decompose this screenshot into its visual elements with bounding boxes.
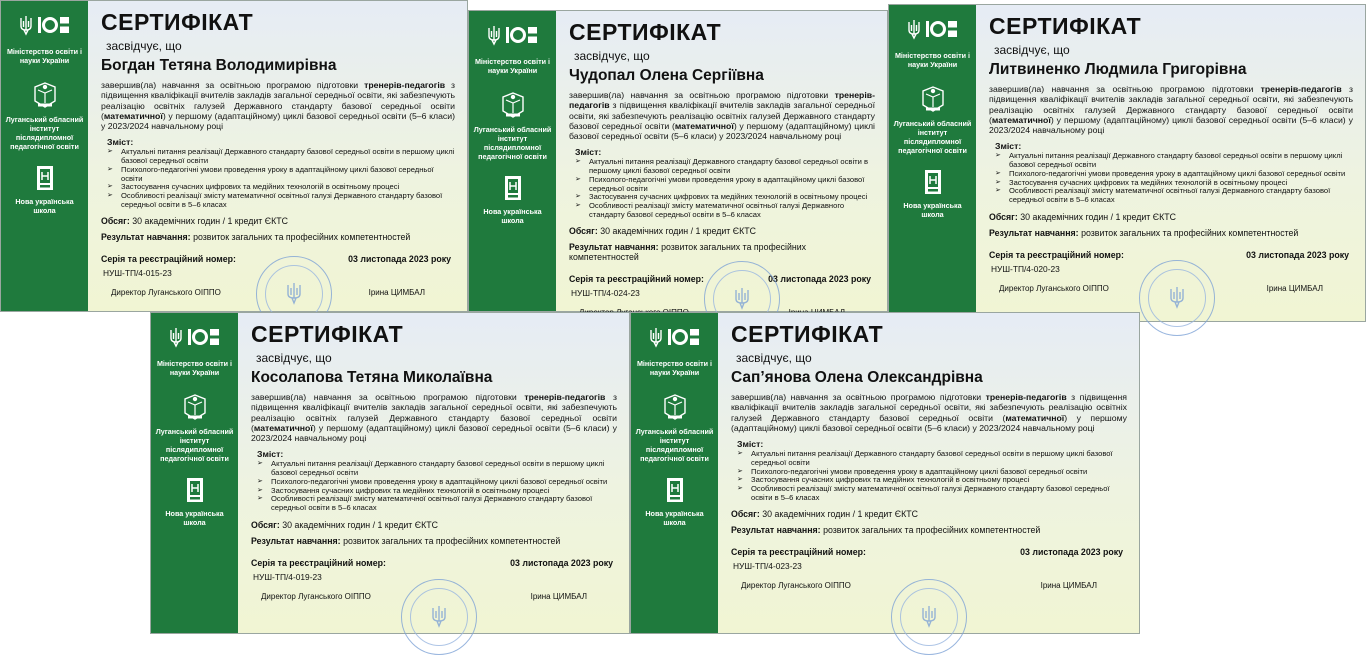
mon-logo-icon xyxy=(667,327,701,347)
registration-number: НУШ-ТП/4-015-23 xyxy=(103,268,172,279)
institute-book-icon xyxy=(500,91,526,119)
series-label: Серія та реєстраційний номер: xyxy=(989,249,1124,260)
topic-item: ➢ Психолого-педагогічні умови проведення уроку в адаптаційному циклі базової середньої освіти xyxy=(589,176,875,193)
recipient-name: Сап’янова Олена Олександрівна xyxy=(731,369,983,386)
trident-icon xyxy=(649,327,663,347)
trident-icon xyxy=(169,327,183,347)
director-title: Директор Луганського ОІППО xyxy=(999,283,1109,293)
mon-logo-icon xyxy=(925,19,959,39)
topic-item: ➢ Особливості реалізації змісту математичної освітньої галузі Державного стандарту базової середньої освіти в 5–6 класах xyxy=(271,495,617,512)
topic-item: ➢ Застосування сучасних цифрових та медійних технологій в освітньому процесі xyxy=(589,193,875,202)
seal-trident-icon xyxy=(734,287,750,309)
topic-item: ➢ Актуальні питання реалізації Державного стандарту базової середньої освіти в першому циклі базової середньої освіти xyxy=(589,158,875,175)
certificate-1 xyxy=(0,0,468,312)
official-seal xyxy=(891,579,967,655)
topics-list xyxy=(989,152,1353,204)
sidebar-nus-text: Нова українська школа xyxy=(483,207,542,225)
sidebar-nus-text: Нова українська школа xyxy=(903,201,962,219)
certificate-sidebar xyxy=(469,11,556,311)
certificate-sidebar xyxy=(889,5,976,321)
topics-list xyxy=(731,450,1127,502)
mon-logo-icon xyxy=(37,15,71,35)
sidebar-institute-text: Луганський обласний інститут післядипломної педагогічної освіти xyxy=(5,115,84,151)
volume-line: Обсяг: 30 академічних годин / 1 кредит ЄКТС xyxy=(731,509,918,520)
trident-icon xyxy=(907,19,921,39)
topic-item: ➢ Застосування сучасних цифрових та медійних технологій в освітньому процесі xyxy=(121,183,455,192)
content-heading: Зміст: xyxy=(575,147,602,158)
certificate-title: СЕРТИФІКАТ xyxy=(569,19,722,45)
topic-item: ➢ Психолого-педагогічні умови проведення уроку в адаптаційному циклі базової середньої освіти xyxy=(271,478,617,487)
seal-trident-icon xyxy=(286,282,302,304)
ministry-logo-row xyxy=(889,19,976,39)
sidebar-institute-text: Луганський обласний інститут післядипломної педагогічної освіти xyxy=(155,427,234,463)
director-title: Директор Луганського ОІППО xyxy=(111,288,221,298)
official-seal xyxy=(1139,260,1215,336)
certifies-text: засвідчує, що xyxy=(106,39,182,53)
topic-item: ➢ Актуальні питання реалізації Державного стандарту базової середньої освіти в першому циклі базової середньої освіти xyxy=(271,460,617,477)
signatory-name: Ірина ЦИМБАЛ xyxy=(1266,283,1323,293)
registration-number: НУШ-ТП/4-023-23 xyxy=(733,561,802,572)
registration-number: НУШ-ТП/4-020-23 xyxy=(991,263,1060,274)
recipient-name: Литвиненко Людмила Григорівна xyxy=(989,61,1247,78)
certificate-body xyxy=(731,313,1127,633)
nus-logo-icon xyxy=(504,175,522,201)
certificate-title: СЕРТИФІКАТ xyxy=(989,13,1142,39)
certificate-2 xyxy=(468,10,888,312)
sidebar-institute-text: Луганський обласний інститут післядипломної педагогічної освіти xyxy=(473,125,552,161)
program-description: завершив(ла) навчання за освітньою програмою підготовки тренерів-педагогів з підвищення кваліфікації вчителів закладів загальної середньої освіти, які забезпечують реалізацію освітніх галузей Державного стандарту базової середньої освіти (математичної) у першому (адаптаційному) циклі базової середньої освіти (5–6 класи) у 2023/2024 навчальному році xyxy=(731,392,1127,433)
topic-item: ➢ Психолого-педагогічні умови проведення уроку в адаптаційному циклі базової середньої освіти xyxy=(751,468,1127,477)
certificate-4 xyxy=(150,312,630,634)
recipient-name: Чудопал Олена Сергіївна xyxy=(569,67,764,84)
nus-logo-icon xyxy=(666,477,684,503)
nus-logo-icon xyxy=(36,165,54,191)
result-line: Результат навчання: розвиток загальних та професійних компетентностей xyxy=(569,242,807,263)
institute-book-icon xyxy=(32,81,58,109)
result-line: Результат навчання: розвиток загальних та професійних компетентностей xyxy=(251,535,561,546)
ministry-logo-row xyxy=(151,327,238,347)
result-line: Результат навчання: розвиток загальних та професійних компетентностей xyxy=(101,232,411,243)
topic-item: ➢ Актуальні питання реалізації Державного стандарту базової середньої освіти в першому циклі базової середньої освіти xyxy=(1009,152,1353,169)
sidebar-ministry-text: Міністерство освіти і науки України xyxy=(894,51,971,69)
certifies-text: засвідчує, що xyxy=(994,43,1070,57)
series-date-row xyxy=(731,547,1127,557)
ministry-logo-row xyxy=(631,327,718,347)
certificate-sidebar xyxy=(1,1,88,311)
institute-book-icon xyxy=(182,393,208,421)
topic-item: ➢ Застосування сучасних цифрових та медійних технологій в освітньому процесі xyxy=(271,487,617,496)
sidebar-nus-text: Нова українська школа xyxy=(15,197,74,215)
signatory-name: Ірина ЦИМБАЛ xyxy=(530,591,587,601)
director-title: Директор Луганського ОІППО xyxy=(741,581,851,591)
issue-date: 03 листопада 2023 року xyxy=(1246,249,1349,260)
recipient-name: Богдан Тетяна Володимирівна xyxy=(101,57,337,74)
director-title: Директор Луганського ОІППО xyxy=(261,591,371,601)
topic-item: ➢ Застосування сучасних цифрових та медійних технологій в освітньому процесі xyxy=(1009,179,1353,188)
program-description: завершив(ла) навчання за освітньою програмою підготовки тренерів-педагогів з підвищення кваліфікації вчителів закладів загальної середньої освіти, які забезпечують реалізацію освітніх галузей Державного стандарту базової середньої освіти (математичної) у першому (адаптаційному) циклі базової середньої освіти (5–6 класи) у 2023/2024 навчальному році xyxy=(251,392,617,444)
result-line: Результат навчання: розвиток загальних та професійних компетентностей xyxy=(989,227,1299,238)
certificate-title: СЕРТИФІКАТ xyxy=(101,9,254,35)
volume-line: Обсяг: 30 академічних годин / 1 кредит ЄКТС xyxy=(569,226,756,237)
institute-book-icon xyxy=(920,85,946,113)
topic-item: ➢ Особливості реалізації змісту математичної освітньої галузі Державного стандарту базової середньої освіти в 5–6 класах xyxy=(589,202,875,219)
content-heading: Зміст: xyxy=(995,141,1022,152)
ministry-logo-row xyxy=(469,25,556,45)
program-description: завершив(ла) навчання за освітньою програмою підготовки тренерів-педагогів з підвищення кваліфікації вчителів закладів загальної середньої освіти, які забезпечують реалізацію освітніх галузей Державного стандарту базової середньої освіти (математичної) у першому (адаптаційному) циклі базової середньої освіти (5–6 класи) у 2023/2024 навчальному році xyxy=(989,84,1353,136)
certificate-5 xyxy=(630,312,1140,634)
volume-line: Обсяг: 30 академічних годин / 1 кредит ЄКТС xyxy=(251,519,438,530)
series-label: Серія та реєстраційний номер: xyxy=(101,254,236,265)
series-label: Серія та реєстраційний номер: xyxy=(251,557,386,568)
nus-logo-icon xyxy=(924,169,942,195)
topic-item: ➢ Психолого-педагогічні умови проведення уроку в адаптаційному циклі базової середньої освіти xyxy=(1009,170,1353,179)
trident-icon xyxy=(19,15,33,35)
series-date-row xyxy=(989,250,1353,260)
topic-item: ➢ Особливості реалізації змісту математичної освітньої галузі Державного стандарту базової середньої освіти в 5–6 класах xyxy=(751,485,1127,502)
certificate-body xyxy=(569,11,875,311)
registration-number: НУШ-ТП/4-019-23 xyxy=(253,571,322,582)
sidebar-ministry-text: Міністерство освіти і науки України xyxy=(156,359,233,377)
certificate-title: СЕРТИФІКАТ xyxy=(251,321,404,347)
signatory-name: Ірина ЦИМБАЛ xyxy=(368,288,425,298)
topic-item: ➢ Особливості реалізації змісту математичної освітньої галузі Державного стандарту базової середньої освіти в 5–6 класах xyxy=(1009,187,1353,204)
sidebar-institute-text: Луганський обласний інститут післядипломної педагогічної освіти xyxy=(635,427,714,463)
seal-trident-icon xyxy=(431,605,447,627)
series-label: Серія та реєстраційний номер: xyxy=(569,274,704,285)
sidebar-ministry-text: Міністерство освіти і науки України xyxy=(636,359,713,377)
sidebar-nus-text: Нова українська школа xyxy=(645,509,704,527)
topics-list xyxy=(101,148,455,209)
certificate-3 xyxy=(888,4,1366,322)
topic-item: ➢ Актуальні питання реалізації Державного стандарту базової середньої освіти в першому циклі базової середньої освіти xyxy=(751,450,1127,467)
content-heading: Зміст: xyxy=(107,137,134,148)
recipient-name: Косолапова Тетяна Миколаївна xyxy=(251,369,493,386)
certifies-text: засвідчує, що xyxy=(256,351,332,365)
certifies-text: засвідчує, що xyxy=(736,351,812,365)
ministry-logo-row xyxy=(1,15,88,35)
mon-logo-icon xyxy=(505,25,539,45)
mon-logo-icon xyxy=(187,327,221,347)
trident-icon xyxy=(487,25,501,45)
content-heading: Зміст: xyxy=(257,449,284,460)
program-description: завершив(ла) навчання за освітньою програмою підготовки тренерів-педагогів з підвищення кваліфікації вчителів закладів загальної середньої освіти, які забезпечують реалізацію освітніх галузей Державного стандарту базової середньої освіти (математичної) у першому (адаптаційному) циклі базової середньої освіти (5–6 класи) у 2023/2024 навчальному році xyxy=(101,80,455,132)
institute-book-icon xyxy=(662,393,688,421)
signatory-name: Ірина ЦИМБАЛ xyxy=(1040,581,1097,591)
seal-trident-icon xyxy=(1169,286,1185,308)
sidebar-institute-text: Луганський обласний інститут післядипломної педагогічної освіти xyxy=(893,119,972,155)
topic-item: ➢ Особливості реалізації змісту математичної освітньої галузі Державного стандарту базової середньої освіти в 5–6 класах xyxy=(121,192,455,209)
seal-trident-icon xyxy=(921,605,937,627)
certificate-title: СЕРТИФІКАТ xyxy=(731,321,884,347)
certifies-text: засвідчує, що xyxy=(574,49,650,63)
certificate-body xyxy=(101,1,455,311)
certificate-sidebar xyxy=(151,313,238,633)
certificate-sidebar xyxy=(631,313,718,633)
topics-list xyxy=(569,158,875,219)
issue-date: 03 листопада 2023 року xyxy=(510,557,613,568)
certificate-body xyxy=(251,313,617,633)
sidebar-ministry-text: Міністерство освіти і науки України xyxy=(6,47,83,65)
topic-item: ➢ Актуальні питання реалізації Державного стандарту базової середньої освіти в першому циклі базової середньої освіти xyxy=(121,148,455,165)
series-label: Серія та реєстраційний номер: xyxy=(731,547,866,558)
program-description: завершив(ла) навчання за освітньою програмою підготовки тренерів-педагогів з підвищення кваліфікації вчителів закладів загальної середньої освіти, які забезпечують реалізацію освітніх галузей Державного стандарту базової середньої освіти (математичної) у першому (адаптаційному) циклі базової середньої освіти (5–6 класи) у 2023/2024 навчальному році xyxy=(569,90,875,142)
series-date-row xyxy=(251,558,617,568)
content-heading: Зміст: xyxy=(737,439,764,450)
sidebar-ministry-text: Міністерство освіти і науки України xyxy=(474,57,551,75)
registration-number: НУШ-ТП/4-024-23 xyxy=(571,288,640,299)
topic-item: ➢ Застосування сучасних цифрових та медійних технологій в освітньому процесі xyxy=(751,476,1127,485)
nus-logo-icon xyxy=(186,477,204,503)
official-seal xyxy=(401,579,477,655)
issue-date: 03 листопада 2023 року xyxy=(1020,547,1123,558)
issue-date: 03 листопада 2023 року xyxy=(768,274,871,285)
volume-line: Обсяг: 30 академічних годин / 1 кредит ЄКТС xyxy=(101,216,288,227)
sidebar-nus-text: Нова українська школа xyxy=(165,509,224,527)
issue-date: 03 листопада 2023 року xyxy=(348,254,451,265)
volume-line: Обсяг: 30 академічних годин / 1 кредит ЄКТС xyxy=(989,211,1176,222)
certificate-body xyxy=(989,5,1353,321)
topic-item: ➢ Психолого-педагогічні умови проведення уроку в адаптаційному циклі базової середньої освіти xyxy=(121,166,455,183)
result-line: Результат навчання: розвиток загальних та професійних компетентностей xyxy=(731,525,1041,536)
topics-list xyxy=(251,460,617,512)
